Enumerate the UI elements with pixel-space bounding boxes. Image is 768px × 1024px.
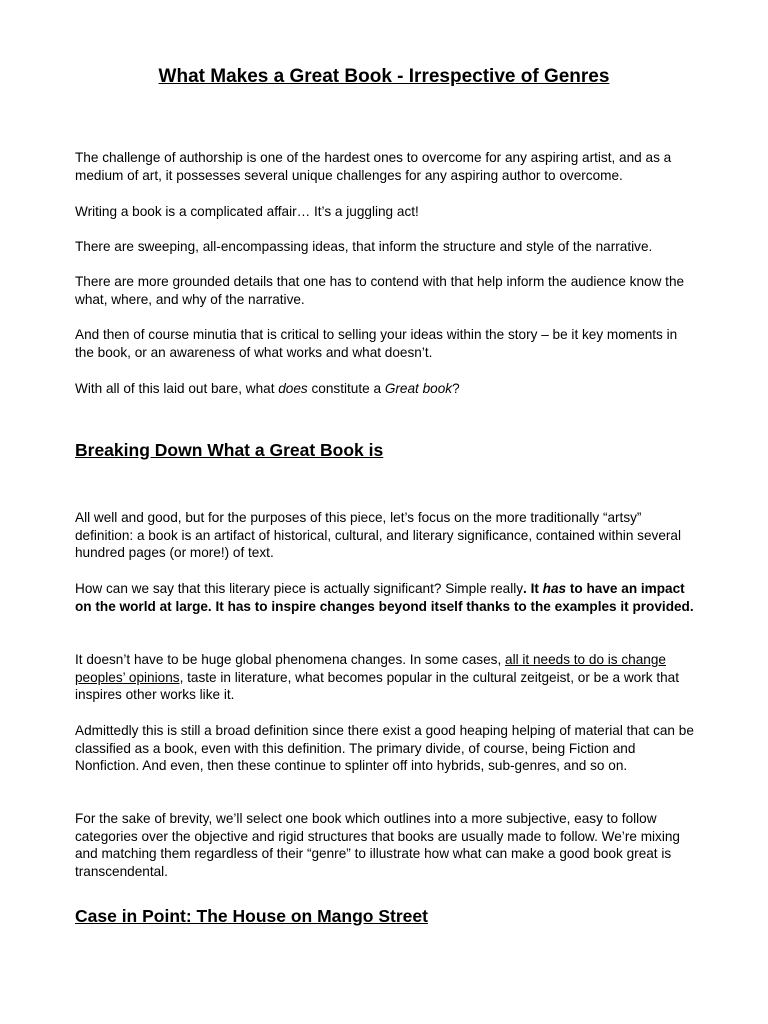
definition-paragraph-2-text: How can we say that this literary piece is actually significant? Simple really xyxy=(75,581,524,596)
intro-paragraph-2: Writing a book is a complicated affair… It’s a juggling act! xyxy=(75,204,419,219)
bold-italic-has: has xyxy=(542,581,567,596)
emphasis-does: does xyxy=(278,381,308,396)
definition-paragraph-3-text-b: , taste in literature, what becomes popular in the cultural zeitgeist, or be a work that inspires other works like it. xyxy=(75,669,680,703)
intro-paragraph-6-text-a: With all of this laid out bare, what xyxy=(75,381,279,396)
document-title: What Makes a Great Book - Irrespective of Genres xyxy=(158,66,610,87)
definition-paragraph-2 xyxy=(75,580,695,615)
definition-paragraph-4: Admittedly this is still a broad definition since there exist a good heaping helping of material that can be classified as a book, even with this definition. The primary divide, of course, being Fiction and Nonfiction. And even, then these continue to splinter off into hybrids, sub-genres, and so on. xyxy=(75,723,694,774)
intro-paragraph-4: There are more grounded details that one has to contend with that help inform the audience know the what, where, and why of the narrative. xyxy=(75,274,685,307)
section-heading-breaking-down: Breaking Down What a Great Book is xyxy=(75,440,384,460)
definition-paragraph-5: For the sake of brevity, we’ll select one book which outlines into a more subjective, easy to follow categories over the objective and rigid structures that books are usually made to follow. We’re mixing and matching them regardless of their “genre” to illustrate how what can make a good book great is transcendental. xyxy=(75,811,680,879)
bold-text-b: to have an impact on the world at large. It has to inspire changes beyond itself thanks to the examples it provided. xyxy=(75,581,694,614)
section-heading-case-in-point: Case in Point: The House on Mango Street xyxy=(75,906,428,926)
intro-paragraph-6 xyxy=(75,380,695,398)
intro-paragraph-1: The challenge of authorship is one of the hardest ones to overcome for any aspiring artist, and as a medium of art, it possesses several unique challenges for any aspiring author to overcome. xyxy=(75,150,672,183)
change-opinions-link[interactable]: all it needs to do is change peoples’ opinions xyxy=(75,652,666,685)
intro-paragraph-6-text-b: constitute a xyxy=(307,381,385,396)
definition-paragraph-1: All well and good, but for the purposes of this piece, let’s focus on the more traditionally “artsy” definition: a book is an artifact of historical, cultural, and literary significance, contained within several hundred pages (or more!) of text. xyxy=(75,510,681,561)
intro-paragraph-6-text-c: ? xyxy=(452,381,460,396)
intro-paragraph-5: And then of course minutia that is critical to selling your ideas within the story – be it key moments in the book, or an awareness of what works and what doesn’t. xyxy=(75,327,678,360)
definition-paragraph-3 xyxy=(75,651,695,704)
intro-paragraph-3: There are sweeping, all-encompassing ideas, that inform the structure and style of the narrative. xyxy=(75,239,653,254)
bold-text-a: . It xyxy=(523,581,543,596)
definition-paragraph-3-text-a: It doesn’t have to be huge global phenomena changes. In some cases, xyxy=(75,652,506,667)
emphasis-great-book: Great book xyxy=(384,381,453,396)
